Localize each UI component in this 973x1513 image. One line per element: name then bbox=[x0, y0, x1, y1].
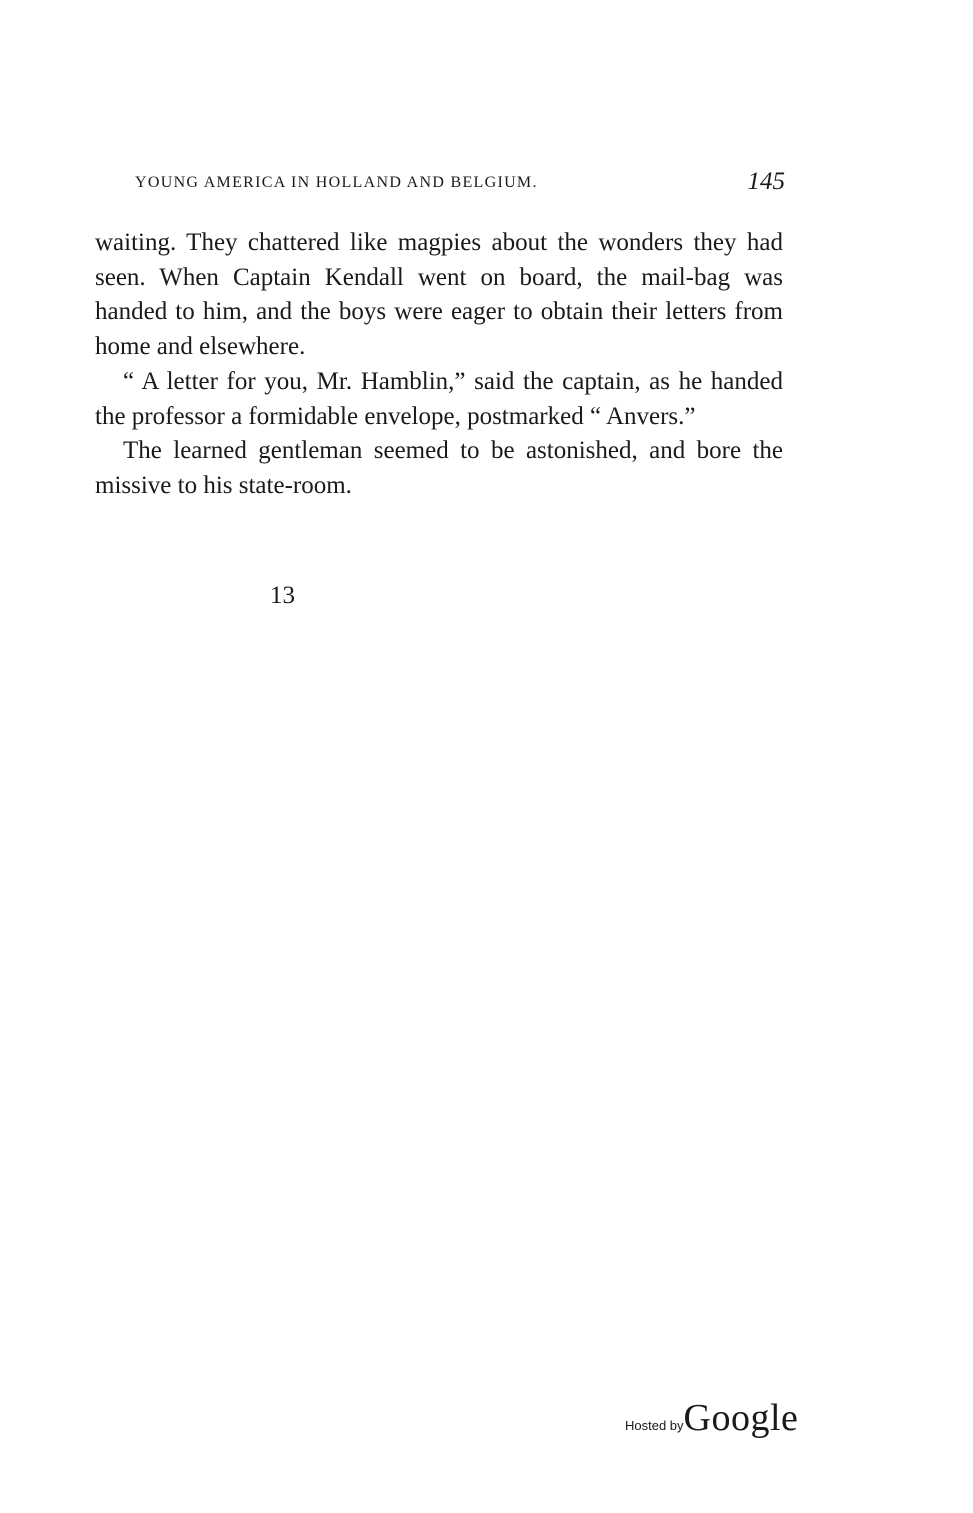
paragraph: “ A letter for you, Mr. Hamblin,” said the captain, as he handed the professor a formidable envelope, postmarked “ Anvers.” bbox=[95, 367, 783, 430]
body-text bbox=[95, 226, 783, 504]
hosted-by-watermark bbox=[625, 1396, 798, 1446]
page-number: 145 bbox=[747, 168, 785, 195]
hosted-by-label: Hosted by bbox=[625, 1418, 684, 1433]
running-head bbox=[135, 170, 785, 200]
paragraph: The learned gentleman seemed to be astonished, and bore the missive to his state-room. bbox=[95, 437, 783, 499]
running-title: YOUNG AMERICA IN HOLLAND AND BELGIUM. bbox=[135, 174, 538, 191]
paragraph: waiting. They chattered like magpies about the wonders they had seen. When Captain Kendall went on board, the mail-bag was handed to him, and the boys were eager to obtain their letters from home and elsewhere. bbox=[95, 229, 783, 361]
google-logo: Google bbox=[683, 1397, 799, 1439]
signature-mark: 13 bbox=[270, 582, 295, 609]
